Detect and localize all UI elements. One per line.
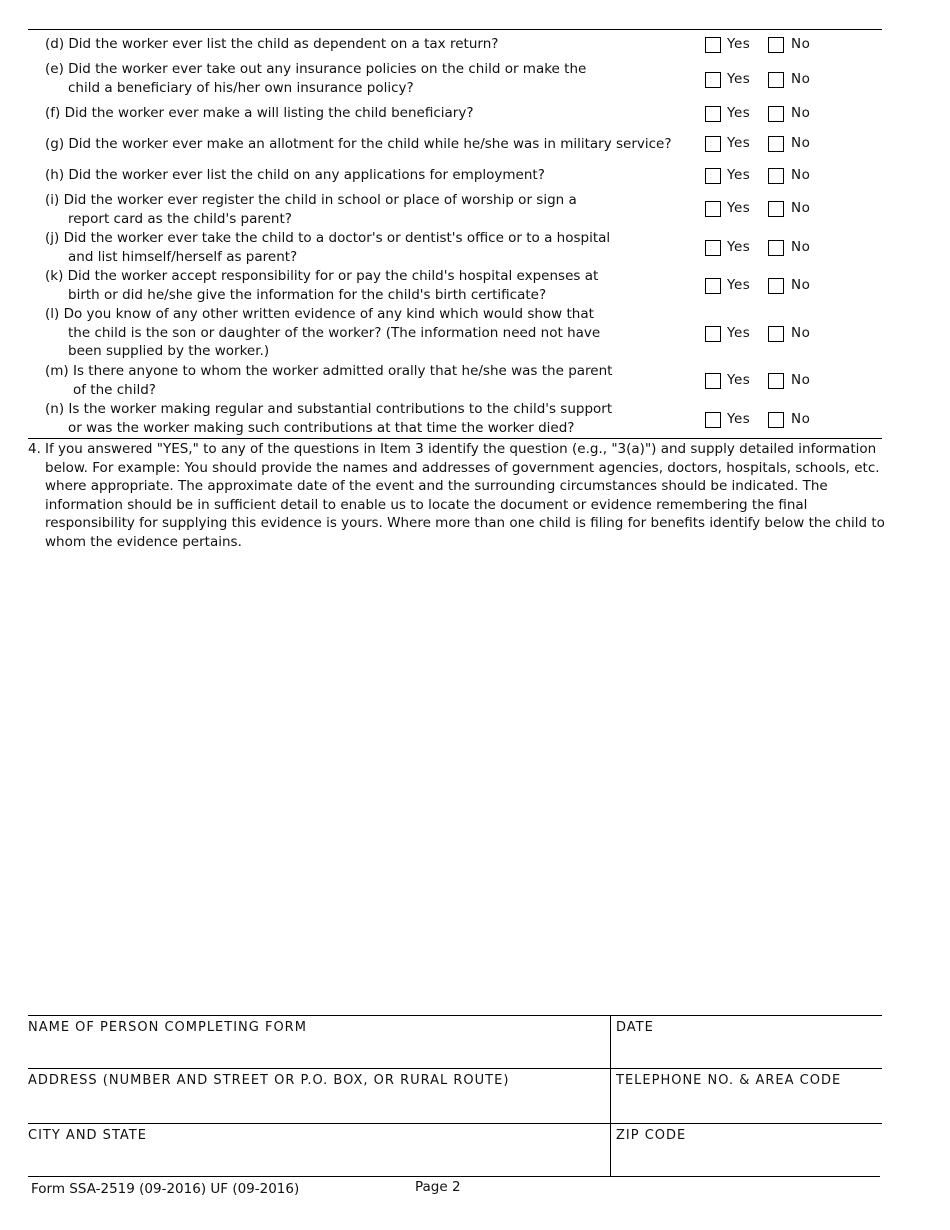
page-number: Page 2 (415, 1179, 461, 1195)
question-n-no-checkbox[interactable] (768, 412, 784, 428)
name-field-label: NAME OF PERSON COMPLETING FORM (28, 1020, 307, 1035)
question-k-text-line-1: (k) Did the worker accept responsibility for or pay the child's hospital expenses at (45, 268, 599, 284)
question-h-no-checkbox[interactable] (768, 168, 784, 184)
question-i-text-line-1: (i) Did the worker ever register the child in school or place of worship or sign a (45, 192, 577, 208)
question-j-answer (705, 240, 835, 260)
question-l-answer (705, 326, 835, 346)
question-n-answer (705, 412, 835, 432)
question-n-text-line-1: (n) Is the worker making regular and substantial contributions to the child's support (45, 401, 613, 417)
question-k-answer (705, 278, 835, 298)
yes-label: Yes (727, 36, 751, 52)
address-field[interactable] (28, 1069, 609, 1122)
question-j-yes-checkbox[interactable] (705, 240, 721, 256)
question-k (28, 267, 688, 307)
yes-label: Yes (727, 277, 751, 293)
question-k-text-line-2: birth or did he/she give the information for the child's birth certificate? (68, 287, 547, 303)
question-l (28, 305, 688, 363)
no-label: No (791, 167, 811, 183)
question-l-text-line-2: the child is the son or daughter of the worker? (The information need not have (68, 325, 601, 341)
question-f-text: (f) Did the worker ever make a will listing the child beneficiary? (45, 105, 474, 121)
question-h-yes-checkbox[interactable] (705, 168, 721, 184)
question-g-text: (g) Did the worker ever make an allotment for the child while he/she was in military service? (45, 136, 672, 152)
item-4-number: 4. (28, 441, 41, 457)
question-d-answer (705, 37, 835, 57)
form-id: Form SSA-2519 (09-2016) UF (09-2016) (31, 1181, 300, 1197)
question-i-answer (705, 201, 835, 221)
question-k-no-checkbox[interactable] (768, 278, 784, 294)
question-m-text-line-1: (m) Is there anyone to whom the worker admitted orally that he/she was the parent (45, 363, 613, 379)
yes-label: Yes (727, 71, 751, 87)
no-label: No (791, 135, 811, 151)
question-e-no-checkbox[interactable] (768, 72, 784, 88)
zip-field-label: ZIP CODE (616, 1128, 687, 1143)
question-g-yes-checkbox[interactable] (705, 136, 721, 152)
zip-field[interactable] (611, 1124, 882, 1175)
yes-label: Yes (727, 135, 751, 151)
question-f-yes-checkbox[interactable] (705, 106, 721, 122)
question-d-yes-checkbox[interactable] (705, 37, 721, 53)
question-f-no-checkbox[interactable] (768, 106, 784, 122)
question-j-text-line-1: (j) Did the worker ever take the child to a doctor's or dentist's office or to a hospital (45, 230, 611, 246)
no-label: No (791, 105, 811, 121)
yes-label: Yes (727, 200, 751, 216)
yes-label: Yes (727, 411, 751, 427)
question-g (28, 135, 688, 165)
question-i-yes-checkbox[interactable] (705, 201, 721, 217)
no-label: No (791, 325, 811, 341)
no-label: No (791, 372, 811, 388)
no-label: No (791, 36, 811, 52)
question-n-text-line-2: or was the worker making such contributions at that time the worker died? (68, 420, 575, 436)
name-field[interactable] (28, 1016, 609, 1067)
question-i (28, 191, 688, 231)
item-4-answer-area[interactable] (28, 560, 882, 1005)
question-e-answer (705, 72, 835, 92)
item-4-text: If you answered "YES," to any of the questions in Item 3 identify the question (e.g., "3(a)") and supply detailed information below. For example: You should provide the names and addresses of government agencies, doctors, hospitals, schools, etc. where appropriate. The approximate date of the event and the surrounding circumstances should be indicated. The information should be in sufficient detail to enable us to locate the document or evidence remembering the final responsibility for supplying this evidence is yours. Where more than one child is filing for benefits identify below the child to whom the evidence pertains. (45, 441, 885, 550)
question-i-no-checkbox[interactable] (768, 201, 784, 217)
no-label: No (791, 277, 811, 293)
question-e-text-line-1: (e) Did the worker ever take out any insurance policies on the child or make the (45, 61, 587, 77)
no-label: No (791, 71, 811, 87)
question-e-text-line-2: child a beneficiary of his/her own insurance policy? (68, 80, 414, 96)
question-f-answer (705, 106, 835, 126)
question-j-no-checkbox[interactable] (768, 240, 784, 256)
question-m-no-checkbox[interactable] (768, 373, 784, 389)
question-j (28, 229, 688, 269)
no-label: No (791, 411, 811, 427)
question-m-answer (705, 373, 835, 393)
yes-label: Yes (727, 167, 751, 183)
telephone-field-label: TELEPHONE NO. & AREA CODE (616, 1073, 842, 1088)
yes-label: Yes (727, 372, 751, 388)
city-state-field-label: CITY AND STATE (28, 1128, 147, 1143)
telephone-field[interactable] (611, 1069, 882, 1122)
question-k-yes-checkbox[interactable] (705, 278, 721, 294)
question-e (28, 60, 688, 100)
question-l-yes-checkbox[interactable] (705, 326, 721, 342)
question-l-no-checkbox[interactable] (768, 326, 784, 342)
yes-label: Yes (727, 239, 751, 255)
question-i-text-line-2: report card as the child's parent? (68, 211, 292, 227)
no-label: No (791, 200, 811, 216)
question-n-yes-checkbox[interactable] (705, 412, 721, 428)
city-state-field[interactable] (28, 1124, 609, 1175)
question-e-yes-checkbox[interactable] (705, 72, 721, 88)
question-g-answer (705, 136, 835, 156)
question-l-text-line-3: been supplied by the worker.) (68, 343, 270, 359)
question-l-text-line-1: (l) Do you know of any other written evidence of any kind which would show that (45, 306, 594, 322)
top-rule (28, 29, 882, 30)
date-field[interactable] (611, 1016, 882, 1067)
question-n (28, 400, 688, 440)
question-h-answer (705, 168, 835, 188)
no-label: No (791, 239, 811, 255)
item3-bottom-rule (28, 438, 882, 439)
question-m (28, 362, 688, 402)
address-field-label: ADDRESS (NUMBER AND STREET OR P.O. BOX, OR RURAL ROUTE) (28, 1073, 510, 1088)
question-d-text: (d) Did the worker ever list the child as dependent on a tax return? (45, 36, 499, 52)
question-f (28, 104, 688, 134)
fields-bottom-rule (28, 1176, 880, 1177)
yes-label: Yes (727, 325, 751, 341)
date-field-label: DATE (616, 1020, 654, 1035)
question-m-yes-checkbox[interactable] (705, 373, 721, 389)
question-j-text-line-2: and list himself/herself as parent? (68, 249, 298, 265)
question-g-no-checkbox[interactable] (768, 136, 784, 152)
yes-label: Yes (727, 105, 751, 121)
question-h-text: (h) Did the worker ever list the child on any applications for employment? (45, 167, 545, 183)
question-d-no-checkbox[interactable] (768, 37, 784, 53)
question-m-text-line-2: of the child? (73, 382, 156, 398)
